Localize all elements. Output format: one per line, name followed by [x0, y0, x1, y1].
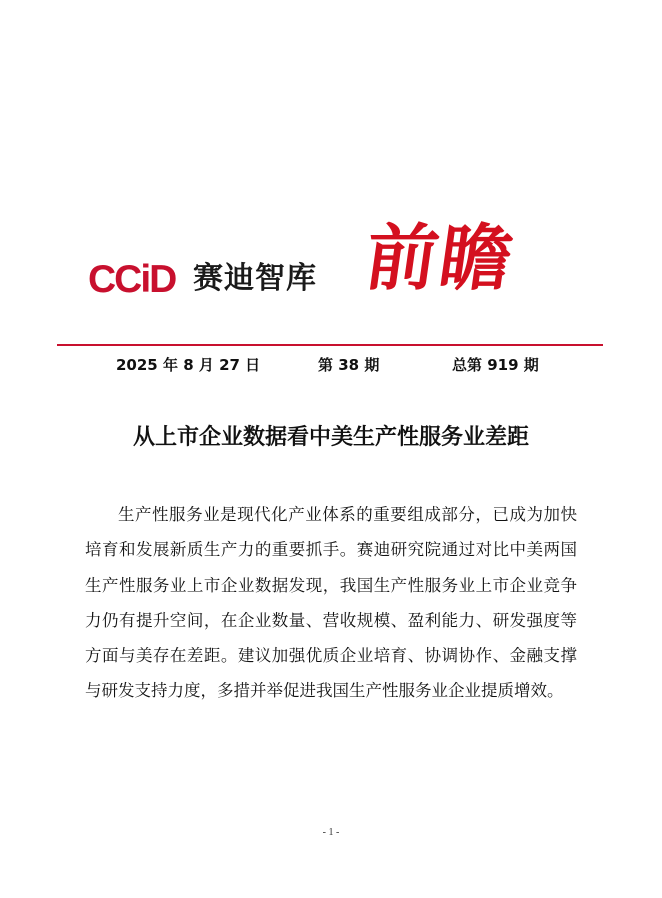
document-title: 从上市企业数据看中美生产性服务业差距 [132, 425, 529, 450]
header-divider [57, 344, 603, 346]
masthead [88, 215, 568, 318]
abstract-paragraph: 生产性服务业是现代化产业体系的重要组成部分，已成为加快培育和发展新质生产力的重要抓手。赛迪研究院通过对比中美两国生产性服务业上市企业数据发现，我国生产性服务业上市企业竞争力仍有提升空间，在企业数量、营收规模、盈利能力、研发强度等方面与美存在差距。建议加强优质企业培育、协调协作、金融支撑与研发支持力度，多措并举促进我国生产性服务业企业提质增效。 [85, 505, 577, 701]
ccid-logo: CCiD [88, 258, 176, 301]
issue-date: 2025 年 8 月 27 日 [116, 356, 261, 374]
issue-total-number: 总第 919 期 [452, 356, 539, 374]
page-number: - 1 - [322, 827, 340, 838]
brand-calligraphy-title: 前瞻 [360, 215, 521, 300]
ccid-logo-chinese: 赛迪智库 [193, 261, 317, 296]
issue-number: 第 38 期 [318, 356, 380, 374]
issue-info [0, 354, 662, 376]
